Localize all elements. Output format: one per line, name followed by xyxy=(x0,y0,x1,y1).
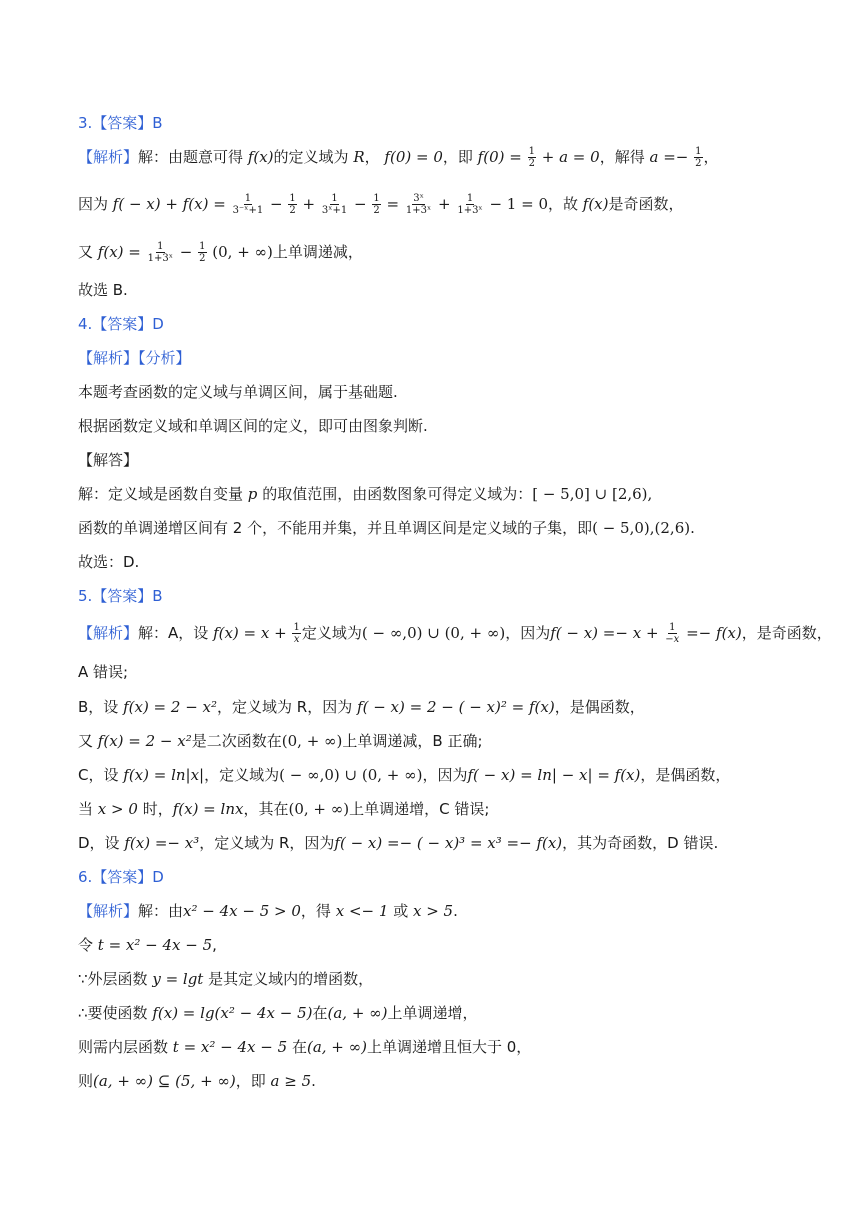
q5-line-4 xyxy=(78,730,483,752)
math: (0, + ∞) xyxy=(288,800,350,818)
text: 上单调递增，C 错误; xyxy=(349,800,490,818)
operator: − xyxy=(179,243,193,261)
text: 令 xyxy=(78,936,94,954)
text: . xyxy=(453,902,458,920)
math: x > 5 xyxy=(412,902,454,920)
q6-answer-header: 6.【答案】D xyxy=(78,868,164,886)
fraction: $\frac{1}{\text{3⁻ˣ+1}}$ xyxy=(232,193,264,216)
math: + a = 0 xyxy=(541,148,600,166)
fraction: $\frac{1}{\text{3ˣ+1}}$ xyxy=(321,193,348,216)
math: (0, + ∞) xyxy=(212,243,273,261)
text: 上单调递减， xyxy=(272,243,363,261)
operator: = xyxy=(386,195,400,213)
text: ，其为奇函数，D 错误. xyxy=(562,834,719,852)
math: f(x) = x + xyxy=(213,624,287,642)
operator: − xyxy=(269,195,283,213)
math: f(x) = 2 − x² xyxy=(123,698,218,716)
text: 是二次函数在 xyxy=(191,732,282,750)
fraction: $\frac{1}{2}$ xyxy=(528,146,535,169)
math: (a, + ∞) xyxy=(306,1038,367,1056)
text: ∴要使函数 xyxy=(78,1004,148,1022)
text: 因为 xyxy=(78,195,109,213)
text: 解：由 xyxy=(138,902,184,920)
text: ，故 xyxy=(547,195,578,213)
text: 解：由题意可得 xyxy=(138,148,244,166)
math: f( − x) =− x + xyxy=(550,624,659,642)
text: ， xyxy=(703,148,719,166)
math: =− f(x) xyxy=(686,624,742,642)
math: f(x) = ln|x| xyxy=(123,766,205,784)
operator: − xyxy=(353,195,367,213)
math: f( − x) = 2 − ( − x)² = f(x) xyxy=(357,698,555,716)
text: 的取值范围，由函数图象可得定义域为： xyxy=(262,485,533,503)
fraction: $\frac{1}{2}$ xyxy=(199,241,206,264)
math: f(x) xyxy=(582,195,609,213)
fraction: $\frac{\text{3ˣ}}{\text{1+3ˣ}}$ xyxy=(405,193,432,216)
math: a ≥ 5 xyxy=(270,1072,312,1090)
text: ，定义域为 xyxy=(204,766,280,784)
text: 上单调递增且恒大于 0， xyxy=(366,1038,532,1056)
text: 在 xyxy=(312,1004,328,1022)
q3-line-2 xyxy=(78,193,684,216)
q6-line-4 xyxy=(78,1002,478,1024)
q6-line-2 xyxy=(78,934,217,956)
math: f(x) = 2 − x² xyxy=(97,732,192,750)
math: R xyxy=(353,148,365,166)
text: , xyxy=(212,936,217,954)
math: t = x² − 4x − 5 xyxy=(172,1038,288,1056)
q4-answer-header: 4.【答案】D xyxy=(78,315,164,333)
text: 定义域为 xyxy=(301,624,362,642)
analysis-tag: 【解析】 xyxy=(78,902,139,920)
math: f(x) = lg(x² − 4x − 5) xyxy=(152,1004,313,1022)
text: C，设 xyxy=(78,766,119,784)
text: ，定义域为 R，因为 xyxy=(217,698,353,716)
text: ，定义域为 R，因为 xyxy=(199,834,335,852)
text: ，解得 xyxy=(599,148,645,166)
q5-line-3 xyxy=(78,696,645,718)
math: f( − x) =− ( − x)³ = x³ =− f(x) xyxy=(334,834,563,852)
text: 则需内层函数 xyxy=(78,1038,169,1056)
q5-line-7 xyxy=(78,832,718,854)
q6-line-5 xyxy=(78,1036,531,1058)
text: ∵外层函数 xyxy=(78,970,148,988)
q3-line-1 xyxy=(78,146,719,169)
math: f( − x) = ln| − x| = f(x) xyxy=(467,766,641,784)
text: 解：A，设 xyxy=(138,624,209,642)
q5-answer-header: 5.【答案】B xyxy=(78,587,163,605)
q4-analysis-tag: 【解析】【分析】 xyxy=(78,349,191,367)
text: 是其定义域内的增函数， xyxy=(208,970,374,988)
q4-para-4 xyxy=(78,517,695,539)
math: x > 0 xyxy=(97,800,138,818)
operator: + xyxy=(302,195,316,213)
text: 的定义域为 xyxy=(273,148,349,166)
text: ，因为 xyxy=(422,766,468,784)
text: 又 xyxy=(78,732,94,750)
fraction: $\frac{1}{\text{1+3ˣ}}$ xyxy=(147,241,173,264)
math: (a, + ∞) ⊆ (5, + ∞) xyxy=(93,1072,236,1090)
q4-para-5: 故选：D. xyxy=(78,553,140,571)
q4-solve-tag: 【解答】 xyxy=(78,451,139,469)
text: 时， xyxy=(142,800,173,818)
math: f(x) = lnx xyxy=(172,800,244,818)
q6-line-1 xyxy=(78,900,458,922)
q6-line-6 xyxy=(78,1070,316,1092)
text: ，是偶函数， xyxy=(554,698,645,716)
fraction: $\frac{1}{2}$ xyxy=(373,193,380,216)
text: ，得 xyxy=(300,902,331,920)
q3-answer-header: 3.【答案】B xyxy=(78,114,163,132)
math: p xyxy=(247,485,258,503)
analysis-tag: 【解析】 xyxy=(78,624,139,642)
math: − 1 = 0 xyxy=(489,195,548,213)
math: t = x² − 4x − 5 xyxy=(97,936,213,954)
q3-line-3 xyxy=(78,241,363,264)
math: f(0) = xyxy=(477,148,522,166)
math: y = lgt xyxy=(152,970,204,988)
text: 上单调递增， xyxy=(387,1004,478,1022)
fraction: $\frac{1}{2}$ xyxy=(695,146,702,169)
text: 或 xyxy=(393,902,409,920)
math: x² − 4x − 5 > 0 xyxy=(183,902,301,920)
text: ，是奇函数， xyxy=(741,624,832,642)
fraction: $\frac{1}{-x}$ xyxy=(665,622,680,645)
text: B，设 xyxy=(78,698,119,716)
math: f(0) = 0 xyxy=(384,148,443,166)
q4-para-3 xyxy=(78,483,652,505)
text: 函数的单调递增区间有 2 个，不能用并集，并且单调区间是定义域的子集，即 xyxy=(78,519,593,537)
text: ，是偶函数， xyxy=(640,766,731,784)
text: 是奇函数， xyxy=(608,195,684,213)
text: ，因为 xyxy=(505,624,551,642)
text: ，其在 xyxy=(243,800,289,818)
q4-para-2: 根据函数定义域和单调区间的定义，即可由图象判断. xyxy=(78,417,428,435)
math: f(x) = xyxy=(97,243,141,261)
fraction: $\frac{1}{x}$ xyxy=(293,622,300,645)
text: . xyxy=(311,1072,316,1090)
analysis-tag: 【解析】 xyxy=(78,148,139,166)
math: ( − ∞,0) ∪ (0, + ∞) xyxy=(279,766,423,784)
q5-line-2: A 错误; xyxy=(78,663,129,681)
text: 则 xyxy=(78,1072,94,1090)
math: [ − 5,0] ∪ [2,6), xyxy=(532,485,653,503)
math: f( − x) + f(x) = xyxy=(112,195,226,213)
text: 解：定义域是函数自变量 xyxy=(78,485,244,503)
math: (a, + ∞) xyxy=(327,1004,388,1022)
math: ( − ∞,0) ∪ (0, + ∞) xyxy=(361,624,506,642)
text: ，即 xyxy=(442,148,473,166)
operator: + xyxy=(437,195,451,213)
math: ( − 5,0),(2,6). xyxy=(592,519,695,537)
fraction: $\frac{1}{\text{1+3ˣ}}$ xyxy=(457,193,483,216)
fraction: $\frac{1}{2}$ xyxy=(289,193,296,216)
q5-line-5 xyxy=(78,764,730,786)
math: f(x) xyxy=(247,148,274,166)
math: a =− xyxy=(649,148,689,166)
q6-line-3 xyxy=(78,968,373,990)
text: 在 xyxy=(291,1038,307,1056)
text: ，即 xyxy=(235,1072,266,1090)
math: f(x) =− x³ xyxy=(124,834,200,852)
text: 上单调递减，B 正确; xyxy=(342,732,483,750)
q5-line-6 xyxy=(78,798,489,820)
math: (0, + ∞) xyxy=(281,732,343,750)
q5-line-1 xyxy=(78,622,832,645)
text: D，设 xyxy=(78,834,120,852)
q3-line-4: 故选 B. xyxy=(78,281,128,299)
math: x <− 1 xyxy=(335,902,389,920)
text: ， xyxy=(364,148,380,166)
text: 当 xyxy=(78,800,94,818)
text: 又 xyxy=(78,243,94,261)
q4-para-1: 本题考查函数的定义域与单调区间，属于基础题. xyxy=(78,383,398,401)
